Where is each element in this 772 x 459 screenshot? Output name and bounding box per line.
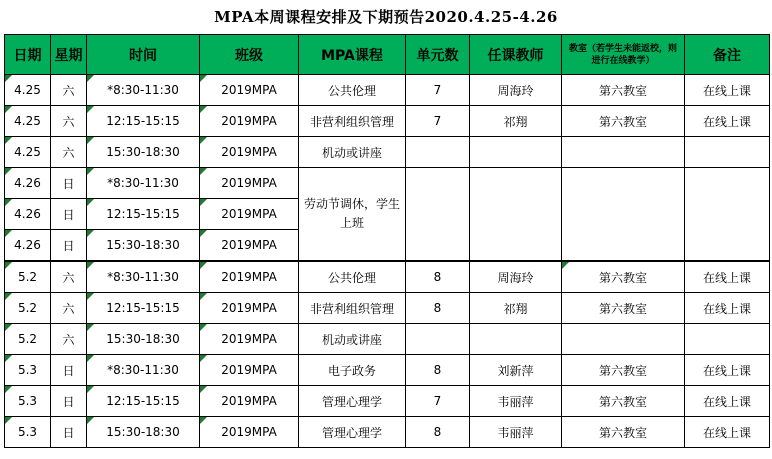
header-class[interactable]: 班级	[200, 35, 299, 75]
cell-course[interactable]: 管理心理学	[299, 386, 406, 417]
cell-units[interactable]: 8	[406, 261, 470, 293]
cell-units[interactable]: 8	[406, 293, 470, 324]
cell-date[interactable]: 5.3	[5, 417, 51, 448]
cell-date[interactable]: 5.3	[5, 355, 51, 386]
cell-teacher[interactable]: 祁翔	[470, 106, 562, 137]
cell-room[interactable]: 第六教室	[562, 355, 685, 386]
cell-date[interactable]: 4.26	[5, 168, 51, 199]
cell-teacher[interactable]: 祁翔	[470, 293, 562, 324]
cell-course-merged[interactable]: 劳动节调休，学生上班	[299, 168, 406, 262]
table-row	[5, 324, 770, 355]
cell-weekday[interactable]: 六	[51, 324, 87, 355]
table-row	[5, 106, 770, 137]
cell-teacher[interactable]: 韦丽萍	[470, 386, 562, 417]
table-row	[5, 293, 770, 324]
cell-room[interactable]: 第六教室	[562, 386, 685, 417]
cell-note[interactable]: 在线上课	[685, 293, 770, 324]
cell-units[interactable]: 8	[406, 417, 470, 448]
header-teacher[interactable]: 任课教师	[470, 35, 562, 75]
cell-time[interactable]: 15:30-18:30	[87, 230, 200, 262]
cell-weekday[interactable]: 六	[51, 261, 87, 293]
cell-date[interactable]: 5.3	[5, 386, 51, 417]
cell-course[interactable]: 非营利组织管理	[299, 293, 406, 324]
cell-teacher-merged[interactable]	[470, 168, 562, 262]
cell-time[interactable]: 15:30-18:30	[87, 324, 200, 355]
cell-time[interactable]: *8:30-11:30	[87, 168, 200, 199]
cell-note[interactable]: 在线上课	[685, 355, 770, 386]
cell-course[interactable]: 公共伦理	[299, 261, 406, 293]
cell-class[interactable]: 2019MPA	[200, 230, 299, 262]
cell-time[interactable]: *8:30-11:30	[87, 261, 200, 293]
cell-date[interactable]: 4.25	[5, 137, 51, 168]
cell-weekday[interactable]: 六	[51, 75, 87, 106]
cell-weekday[interactable]: 六	[51, 137, 87, 168]
cell-class[interactable]: 2019MPA	[200, 386, 299, 417]
header-course[interactable]: MPA课程	[299, 35, 406, 75]
cell-class[interactable]: 2019MPA	[200, 137, 299, 168]
cell-class[interactable]: 2019MPA	[200, 168, 299, 199]
cell-class[interactable]: 2019MPA	[200, 261, 299, 293]
cell-room[interactable]: 第六教室	[562, 293, 685, 324]
cell-time[interactable]: *8:30-11:30	[87, 355, 200, 386]
cell-teacher[interactable]: 韦丽萍	[470, 417, 562, 448]
cell-class[interactable]: 2019MPA	[200, 75, 299, 106]
cell-units-merged[interactable]	[406, 168, 470, 262]
cell-time[interactable]: 15:30-18:30	[87, 137, 200, 168]
cell-room[interactable]: 第六教室	[562, 261, 685, 293]
header-time[interactable]: 时间	[87, 35, 200, 75]
cell-room[interactable]: 第六教室	[562, 417, 685, 448]
cell-course[interactable]: 机动或讲座	[299, 137, 406, 168]
cell-units[interactable]	[406, 324, 470, 355]
header-note[interactable]: 备注	[685, 35, 770, 75]
cell-time[interactable]: 12:15-15:15	[87, 106, 200, 137]
cell-weekday[interactable]: 日	[51, 230, 87, 262]
table-row	[5, 75, 770, 106]
table-row	[5, 168, 770, 199]
cell-date[interactable]: 4.25	[5, 106, 51, 137]
cell-date[interactable]: 4.26	[5, 230, 51, 262]
header-date[interactable]: 日期	[5, 35, 51, 75]
cell-course[interactable]: 非营利组织管理	[299, 106, 406, 137]
table-row	[5, 137, 770, 168]
cell-note[interactable]	[685, 324, 770, 355]
cell-class[interactable]: 2019MPA	[200, 417, 299, 448]
cell-note[interactable]: 在线上课	[685, 261, 770, 293]
table-row	[5, 386, 770, 417]
cell-course[interactable]: 管理心理学	[299, 417, 406, 448]
cell-note[interactable]: 在线上课	[685, 106, 770, 137]
header-weekday[interactable]: 星期	[51, 35, 87, 75]
cell-class[interactable]: 2019MPA	[200, 199, 299, 230]
cell-course[interactable]: 机动或讲座	[299, 324, 406, 355]
cell-note[interactable]: 在线上课	[685, 75, 770, 106]
cell-units[interactable]: 8	[406, 355, 470, 386]
cell-weekday[interactable]: 日	[51, 168, 87, 199]
cell-note[interactable]	[685, 137, 770, 168]
cell-course[interactable]: 电子政务	[299, 355, 406, 386]
cell-time[interactable]: 15:30-18:30	[87, 417, 200, 448]
cell-units[interactable]: 7	[406, 386, 470, 417]
header-units[interactable]: 单元数	[406, 35, 470, 75]
cell-class[interactable]: 2019MPA	[200, 293, 299, 324]
cell-date[interactable]: 5.2	[5, 324, 51, 355]
cell-room-merged[interactable]	[562, 168, 685, 262]
cell-teacher[interactable]: 周海玲	[470, 75, 562, 106]
cell-teacher[interactable]: 周海玲	[470, 261, 562, 293]
cell-time[interactable]: 12:15-15:15	[87, 386, 200, 417]
cell-teacher[interactable]	[470, 324, 562, 355]
cell-room[interactable]	[562, 137, 685, 168]
cell-weekday[interactable]: 日	[51, 355, 87, 386]
cell-weekday[interactable]: 日	[51, 417, 87, 448]
cell-units[interactable]: 7	[406, 106, 470, 137]
cell-date[interactable]: 5.2	[5, 261, 51, 293]
cell-time[interactable]: *8:30-11:30	[87, 75, 200, 106]
cell-note-merged[interactable]	[685, 168, 770, 262]
cell-class[interactable]: 2019MPA	[200, 355, 299, 386]
cell-weekday[interactable]: 日	[51, 199, 87, 230]
cell-units[interactable]: 7	[406, 75, 470, 106]
cell-room[interactable]	[562, 324, 685, 355]
table-row	[5, 261, 770, 293]
table-row	[5, 417, 770, 448]
cell-date[interactable]: 5.2	[5, 293, 51, 324]
cell-time[interactable]: 12:15-15:15	[87, 199, 200, 230]
cell-room[interactable]: 第六教室	[562, 75, 685, 106]
cell-note[interactable]: 在线上课	[685, 386, 770, 417]
cell-date[interactable]: 4.26	[5, 199, 51, 230]
cell-teacher[interactable]	[470, 137, 562, 168]
header-row	[5, 35, 770, 75]
table-row	[5, 355, 770, 386]
cell-units[interactable]	[406, 137, 470, 168]
schedule-table	[4, 34, 770, 448]
cell-weekday[interactable]: 六	[51, 106, 87, 137]
cell-weekday[interactable]: 六	[51, 293, 87, 324]
header-room[interactable]: 教室（若学生未能返校，则进行在线教学）	[562, 35, 685, 75]
cell-note[interactable]: 在线上课	[685, 417, 770, 448]
cell-teacher[interactable]: 刘新萍	[470, 355, 562, 386]
cell-weekday[interactable]: 日	[51, 386, 87, 417]
cell-room[interactable]: 第六教室	[562, 106, 685, 137]
cell-class[interactable]: 2019MPA	[200, 324, 299, 355]
cell-date[interactable]: 4.25	[5, 75, 51, 106]
cell-class[interactable]: 2019MPA	[200, 106, 299, 137]
sheet-title: MPA本周课程安排及下期预告2020.4.25-4.26	[214, 8, 558, 26]
cell-time[interactable]: 12:15-15:15	[87, 293, 200, 324]
cell-course[interactable]: 公共伦理	[299, 75, 406, 106]
